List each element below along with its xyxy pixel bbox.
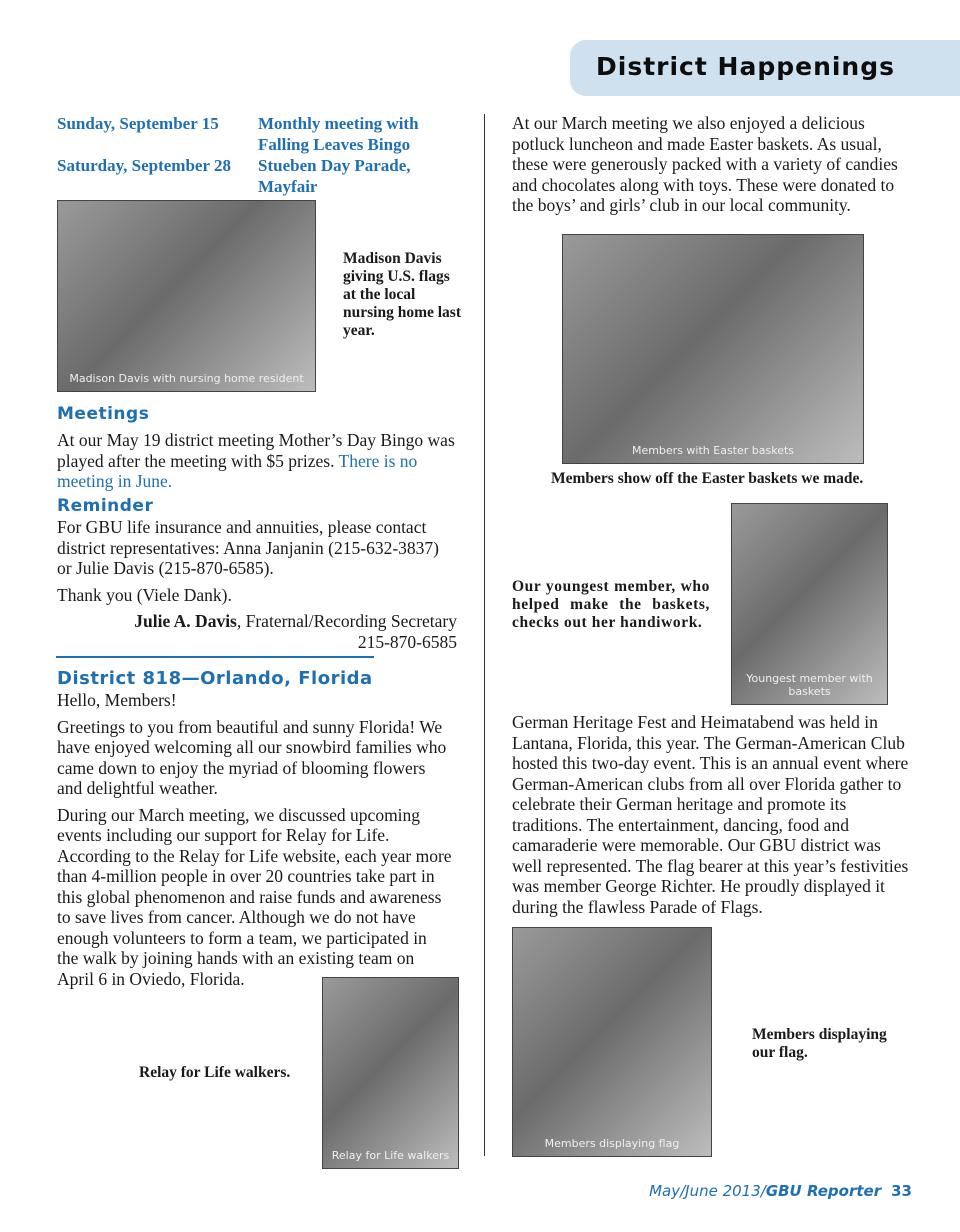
meetings-highlight: There is no meeting in June. [57,450,418,491]
photo-alt: Relay for Life walkers [331,1149,450,1162]
signer-title: , Fraternal/Recording Secretary [236,611,457,631]
footer-publication: GBU Reporter [765,1182,882,1200]
reminder-heading: Reminder [57,496,154,516]
page-footer [649,1182,912,1200]
photo-caption: Relay for Life walkers. [139,1064,291,1081]
photo-easter [562,234,864,464]
section-title: District Happenings [596,52,896,81]
photo-alt: Members displaying flag [544,1137,680,1150]
reminder-block [57,517,457,652]
photo-flag [512,927,712,1157]
photo-madison [57,200,316,392]
district-818-body [57,690,452,995]
meetings-heading: Meetings [57,404,150,424]
photo-youngest [731,503,888,705]
event-description: Monthly meeting with Falling Leaves Bingo [258,114,419,154]
photo-caption: Madison Davis giving U.S. flags at the local nursing home last year. [343,250,461,339]
district-818-paragraph: Greetings to you from beautiful and sunny Florida! We have enjoyed welcoming all our snowbird families who came down to enjoy the myriad of blooming flowers and delightful weather. [57,716,447,798]
signature [57,611,457,652]
event-description: Stueben Day Parade, Mayfair [258,156,411,196]
district-818-greeting: Hello, Members! [57,690,177,710]
column-divider [484,114,485,1156]
section-divider [56,656,374,658]
signer-name: Julie A. Davis [134,611,237,631]
event-date: Saturday, September 28 [57,156,231,175]
photo-caption: Our youngest member, who helped make the baskets, checks out her handiwork. [512,578,710,631]
photo-relay [322,977,459,1169]
page-number: 33 [891,1182,912,1200]
reminder-thanks: Thank you (Viele Dank). [57,584,232,605]
meetings-text [57,430,457,492]
photo-caption: Members displaying our flag. [752,1026,887,1061]
meetings-body: At our May 19 district meeting Mother’s Day Bingo was played after the meeting with $5 prizes. [57,430,455,471]
right-paragraph: German Heritage Fest and Heimatabend was held in Lantana, Florida, this year. The German-American Club hosted this two-day event. This is an annual event where German-American clubs from all over Florida gather to celebrate their German heritage and promote its traditions. The entertainment, dancing, food and camaraderie were memorable. Our GBU district was well represented. The flag bearer at this year’s festivities was member George Richter. He proudly displayed it during the flawless Parade of Flags. [512,712,909,917]
photo-caption: Members show off the Easter baskets we made. [551,470,864,487]
photo-alt: Youngest member with baskets [746,672,873,698]
event-date: Sunday, September 15 [57,114,219,133]
signer-phone: 215-870-6585 [357,631,457,652]
right-paragraph: At our March meeting we also enjoyed a delicious potluck luncheon and made Easter baskets. As usual, these were generously packed with a variety of candies and chocolates along with toys. These were donated to the boys’ and girls’ club in our local community. [512,113,898,215]
photo-alt: Madison Davis with nursing home resident [69,372,304,385]
section-banner [570,40,960,96]
reminder-text: For GBU life insurance and annuities, please contact district representatives: Anna Janjanin (215-632-3837) or Julie Davis (215-870-6585). [57,517,439,578]
district-818-paragraph: During our March meeting, we discussed upcoming events including our support for Relay for Life. According to the Relay for Life website, each year more than 4-million people in over 20 countries take part in this global phenomenon and raise funds and awareness to save lives from cancer. Although we do not have enough volunteers to form a team, we participated in the walk by joining hands with an existing team on April 6 in Oviedo, Florida. [57,804,452,989]
photo-alt: Members with Easter baskets [631,444,795,457]
district-818-heading: District 818—Orlando, Florida [57,668,373,689]
footer-issue: May/June 2013/ [649,1182,766,1200]
